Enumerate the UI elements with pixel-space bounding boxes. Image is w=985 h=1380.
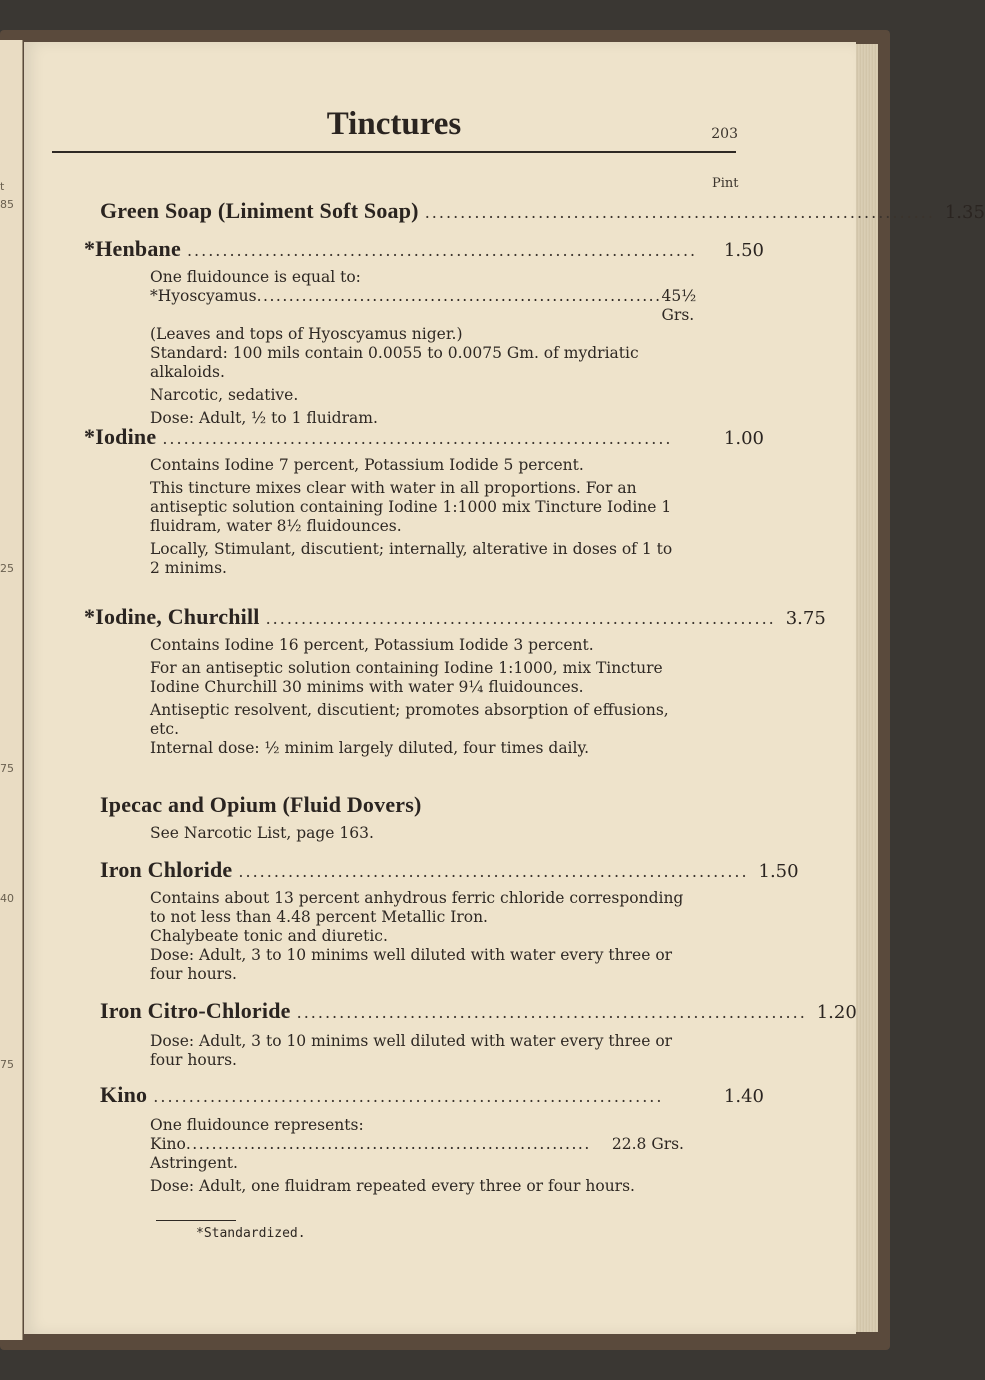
price-column-heading: Pint	[712, 176, 739, 191]
leader-dots: ...............................................................	[185, 1135, 591, 1153]
entry-iron-chloride	[100, 857, 799, 984]
prev-page-mark: 40	[0, 892, 14, 905]
prev-page-mark: 75	[0, 1058, 14, 1071]
leader-dots: ........................................................................	[424, 203, 935, 222]
entry-description	[150, 889, 684, 984]
entry-name: Green Soap (Liniment Soft Soap)	[100, 198, 419, 223]
entry-iodine-churchill	[84, 604, 826, 758]
entry-price: 1.00	[723, 428, 764, 449]
ingredient-name: Kino	[150, 1135, 186, 1153]
description-line: One fluidounce is equal to:	[150, 268, 361, 286]
description-line: Contains Iodine 16 percent, Potassium Iodide 3 percent.	[150, 636, 594, 654]
page-title: Tinctures	[326, 106, 462, 142]
description-line: Locally, Stimulant, discutient; internally, alterative in doses of 1 to 2 minims.	[150, 540, 673, 577]
description-line: Dose: Adult, one fluidram repeated every three or four hours.	[150, 1177, 635, 1195]
description-line: Dose: Adult, ½ to 1 fluidram.	[150, 409, 378, 427]
description-line: Dose: Adult, 3 to 10 minims well diluted with water every three or four hours.	[150, 946, 673, 983]
entry-name: Iron Chloride	[100, 857, 233, 882]
entry-iodine	[84, 424, 764, 578]
leader-dots: ........................................................................	[186, 241, 698, 260]
page-number: 203	[711, 126, 738, 142]
entry-name: *Iodine	[84, 424, 157, 449]
description-line: This tincture mixes clear with water in all proportions. For an antiseptic solution containing Iodine 1:1000 mix Tincture Iodine 1 fluidram, water 8½ fluidounces.	[150, 479, 672, 535]
ingredient-line	[150, 287, 697, 325]
entry-name: Iron Citro-Chloride	[100, 998, 291, 1023]
description-line: Astringent.	[150, 1154, 238, 1172]
footnote: *Standardized.	[196, 1226, 306, 1241]
description-line: One fluidounce represents:	[150, 1116, 364, 1134]
entry-description	[150, 1116, 684, 1196]
entry-description	[150, 1032, 684, 1070]
leader-dots: ........................................................................	[238, 862, 749, 881]
entry-price: 1.50	[758, 861, 799, 882]
entry-price: 1.50	[723, 240, 764, 261]
ingredient-amount: 45½ Grs.	[661, 287, 697, 324]
description-line: See Narcotic List, page 163.	[150, 824, 374, 842]
description-line: Contains about 13 percent anhydrous ferric chloride corresponding to not less than 4.48 percent Metallic Iron.	[150, 889, 684, 926]
entry-price: 1.20	[816, 1002, 857, 1023]
prev-page-mark: 75	[0, 762, 14, 775]
entry-price: 1.40	[723, 1086, 764, 1107]
header-rule	[52, 151, 736, 153]
previous-page-edge	[0, 40, 23, 1340]
description-line: Standard: 100 mils contain 0.0055 to 0.0075 Gm. of mydriatic alkaloids.	[150, 344, 639, 381]
description-line: Contains Iodine 7 percent, Potassium Iodide 5 percent.	[150, 456, 584, 474]
leader-dots: ........................................................................	[265, 609, 776, 628]
entry-description	[150, 456, 684, 578]
prev-page-mark: 85	[0, 198, 14, 211]
leader-dots: ........................................................................	[296, 1003, 807, 1022]
prev-page-mark: t	[0, 180, 5, 193]
description-line: Chalybeate tonic and diuretic.	[150, 927, 388, 945]
prev-page-mark: 25	[0, 562, 14, 575]
ingredient-line	[150, 1135, 684, 1154]
page-stack-edge	[856, 44, 878, 1332]
page-header	[52, 70, 736, 154]
leader-dots: ........................................................................	[162, 429, 673, 448]
entry-kino	[100, 1082, 764, 1196]
entry-description	[150, 636, 684, 758]
entry-henbane	[84, 236, 764, 428]
description-line: Narcotic, sedative.	[150, 386, 299, 404]
entry-price: 3.75	[785, 608, 826, 629]
entry-ipecac-opium	[100, 792, 764, 843]
entry-iron-citro-chloride	[100, 998, 857, 1070]
entry-name: *Henbane	[84, 236, 181, 261]
leader-dots: ........................................................................	[153, 1087, 664, 1106]
entry-name: Ipecac and Opium (Fluid Dovers)	[100, 792, 422, 817]
description-line: Dose: Adult, 3 to 10 minims well diluted with water every three or four hours.	[150, 1032, 673, 1069]
description-line: (Leaves and tops of Hyoscyamus niger.)	[150, 325, 463, 343]
entry-name: *Iodine, Churchill	[84, 604, 260, 629]
description-line: Internal dose: ½ minim largely diluted, four times daily.	[150, 739, 590, 757]
entry-green-soap	[100, 198, 985, 224]
ingredient-name: *Hyoscyamus	[150, 287, 257, 305]
leader-dots: ...............................................................	[256, 287, 662, 305]
ingredient-amount: 22.8 Grs.	[611, 1135, 684, 1153]
entry-description	[150, 824, 684, 843]
entry-name: Kino	[100, 1082, 148, 1107]
description-line: Antiseptic resolvent, discutient; promotes absorption of effusions, etc.	[150, 701, 669, 738]
entry-price: 1.35	[944, 202, 985, 223]
entry-description	[150, 268, 697, 428]
footnote-rule	[156, 1220, 236, 1221]
description-line: For an antiseptic solution containing Iodine 1:1000, mix Tincture Iodine Churchill 30 minims with water 9¼ fluidounces.	[150, 659, 663, 696]
